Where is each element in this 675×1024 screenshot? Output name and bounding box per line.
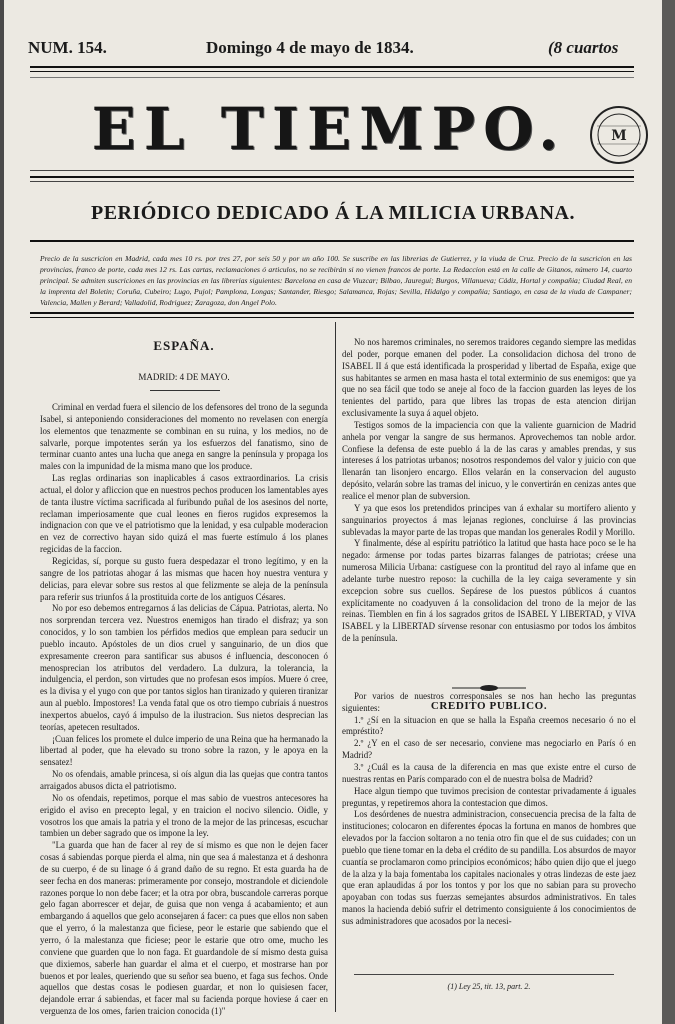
dateline-rule bbox=[150, 390, 220, 391]
masthead-rule-1 bbox=[30, 170, 634, 171]
header-rule-grey bbox=[30, 77, 634, 78]
subscription-info: Precio de la suscricion en Madrid, cada mes 10 rs. por tres 27, por seis 50 y por un año 100. Se suscribe en las librerias de Gutierrez, y la viuda de Cruz. Precio de la suscricion en las provincias, franco de porte, cada mes 12 rs. Las cartas, reclamaciones ó articulos, no se recibirán si no vienen francos de porte. La Redaccion está en la calle de Gitanos, número 14, cuarto principal. Se admiten suscriciones en las provincias en las librerias siguientes: Barcelona en casa de Viuzcar; Bilbao, Jaureguí; Burgos, Villanueva; Cádiz, Hortal y compañia; Ciudad Real, en la imprenta del Boletin; Coruña, Cubeiro; Lugo, Pujol; Pamplona, Longas; Santander, Riesgo; Salamanca, Rojas; Sevilla, Hidalgo y compañia; Santiago, en casa de la viuda de Campaner; Valencia, Mallen y Berard; Valladolid, Rodriguez; Zaragoza, don Angel Polo. bbox=[40, 254, 632, 307]
issue-date: Domingo 4 de mayo de 1834. bbox=[206, 38, 414, 57]
issue-number: NUM. 154. bbox=[28, 38, 107, 57]
masthead-title: EL TIEMPO. bbox=[91, 95, 567, 163]
library-stamp-icon bbox=[588, 104, 650, 166]
info-rule-1 bbox=[30, 312, 634, 314]
right-paragraph: Y finalmente, dése al espíritu patriótico la latitud que hasta hace poco se le ha negado: ármense por todas partes bizarras falanges de patriotas; créese una numerosa Milicia Urbana: castíguese con la prontitud del rayo al infame que en adelante turbe nuestro reposo: la cuchilla de la ley caiga severamente y sin excepcion sobre sus cuellos. Sepárese de los puestos públicos á cuantos explícitamente no coadyuven á la consolidacion del trono de la mejor de las reinas. Tiemblen en fin á los sagrados gritos de ISABEL Y LIBERTAD, y VIVA ISABEL y la LIBERTAD sírvense resonar con entusiasmo por todos los ámbitos de la península. bbox=[342, 538, 636, 644]
section-title: ESPAÑA. bbox=[153, 338, 215, 353]
credit-paragraph: 1.º ¿Sí en la situacion en que se halla la España creemos necesario ó no el empréstito? bbox=[342, 714, 636, 737]
page-edge-shadow bbox=[662, 0, 675, 1024]
credit-paragraph: 3.º ¿Cuál es la causa de la diferencia en mas que existe entre el curso de nuestras rentas en París comparado con el de nuestra bolsa de Madrid? bbox=[342, 762, 636, 784]
right-paragraph: Testigos somos de la impaciencia con que la valiente guarnicion de Madrid anhela por vengar la sangre de sus hermanos. Aprovechemos tan noble ardor. Confiese la defensa de este pueblo á la de las caras y amables prendas, y sus intereses á los patriotas urbanos; nosotros respondemos del valor y juicio con que llenarán tan lisonjero encargo. Ellos velarán en la conservacion del augusto depósito, velarán sobre las tramas del inicuo, y le convertirán en cenizas antes que realice el menor plan de subversion. bbox=[342, 419, 636, 501]
left-paragraph: "La guarda que han de facer al rey de sí mismo es que non le dejen facer cosas á sabiendas porque pierda el alma, nin que sea á malestanza et á deshonra de su cuerpo, é de su linage ó á grand daño de su regno. Et esta guarda ha de seer fecha en dos maneras: primeramente por consejo, mostrandole et diciendole razones porque lo non debe facer; et la otra por obra, buscandole carreras porque gelo fagan aborrescer et dejar, de guisa que non venga á acabamiento; et aun embargando á aquellos que gelo aconsejaren á facer: ca pues que ellos non saben que el yerro, ó la malestanza que ficiese, peor le estarie que sabiendo que el yerro, ó la malestanza que ficiese; peor le estarie que otro ome, mucho les conviene que guarden que lo non faga. Et guardandole de sí mismo desta guisa que dixiemos, saberle han guardar el alma et el cuerpo, et mostrarse han por buenos et por leales, queriendo que su señor sea bueno, et faga sus fechos. Onde aquellos que destas cosas le podiesen guardar, et non lo quisiesen facer, dejandole errar á sabiendas, et facer mal su facienda porque hoviese á caer en verguenza de los omes, farien traicion conocida (1)" bbox=[40, 840, 328, 1017]
right-paragraph: No nos haremos criminales, no seremos traidores cegando siempre las medidas del poder, porque emanen del poder. La consolidacion dichosa del trono de ISABEL II á que está identificada la prosperidad y libertad de España, exige que sus habitantes se armen en masa hasta el total exterminio de sus enemigos: que ya que no sea fácil que todo se aneje al foco de la faccion guarden las leyes de los tenientes del partido, para que libres las tropas de esta atencion dirijan exclusivamente la suya á aquel objeto. bbox=[342, 337, 636, 419]
header-rule-thin bbox=[30, 71, 634, 72]
issue-header bbox=[28, 38, 648, 62]
footnote: (1) Ley 25, tit. 13, part. 2. bbox=[447, 982, 531, 991]
left-paragraph: No os ofendais, repetimos, porque el mas sabio de vuestros antecesores ha erigido el aviso en precepto legal, y en traicion el nocivo silencio. Oidle, y vosotros los que amais la patria y el trono de la mejor de las princesas, escuchar tambien un deber sagrado que os impone la ley. bbox=[40, 792, 328, 839]
credit-paragraph: Hace algun tiempo que tuvimos precision de contestar privadamente á iguales preguntas, y repetiremos ahora la contestacion que dimos. bbox=[342, 785, 636, 808]
newspaper-page bbox=[4, 0, 662, 1024]
left-paragraph: No os ofendais, amable princesa, si oís algun dia las quejas que contra tantos arraigados abusos dicta el patriotismo. bbox=[40, 769, 328, 791]
ornament-divider-icon bbox=[452, 684, 526, 692]
credit-paragraph: Por varios de nuestros corresponsales se nos han hecho las preguntas siguientes: bbox=[342, 690, 636, 713]
left-paragraph: Criminal en verdad fuera el silencio de los defensores del trono de la segunda Isabel, si anteponiendo consideraciones del momento no revelasen con energía los elementos que tenazmente se combinan en su ruina, y los medios, no de salvarle, porque impotentes serán ya los esfuerzos del fanatismo, sino de terminar cuanto antes una lucha que anega en sangre la península y propaga los males con la impunidad de la misma mano que los produce. bbox=[40, 402, 328, 472]
issue-price: (8 cuartos bbox=[548, 38, 619, 57]
left-paragraph: Las reglas ordinarias son inaplicables á casos extraordinarios. La crisis actual, el dolor y afliccion que en nuestros pechos producen los lamentables ayes de tanta ilustre víctima sacrificada al furibundo puñal de los asesinos del norte, reclaman imperiosamente que cual leones en fieros rugidos expresemos la indignacion con que ve el patriotismo que la lenidad, y esa culpable moderacion en vez de correctivo hayan sido quizá el mas fuerte estímulo á los planes regicidas de la faccion. bbox=[40, 473, 328, 555]
left-paragraph: ¡Cuan felices los promete el dulce imperio de una Reina que ha hermanado la libertad al poder, que ha elevado su trono sobre la razon, y le apoya en la sensatez! bbox=[40, 733, 328, 768]
right-column bbox=[342, 337, 636, 947]
masthead-rule-2 bbox=[30, 176, 634, 178]
subtitle: PERIÓDICO DEDICADO Á LA MILICIA URBANA. bbox=[91, 202, 575, 224]
right-paragraph: Y ya que esos los pretendidos principes van á exhalar su mortífero aliento y sanguinarios proyectos á mas lejanas regiones, concluirse á las provincias sublevadas la mayor parte de las tropas que mandan los generales Rodil y Morillo. bbox=[342, 502, 636, 537]
subtitle-rule bbox=[30, 240, 634, 242]
masthead-rule-3 bbox=[30, 181, 634, 182]
left-paragraph: Regicidas, sí, porque su gusto fuera despedazar el trono legítimo, y en la sangre de los patriotas ahogar á las mismas que hacen hoy nuestra ventura y delicias, para elevar sobre sus restos al que felizmente se aleja de la península para referir sus triunfos á la prostituida corte de los antiguos Césares. bbox=[40, 555, 328, 602]
section-dateline: MADRID: 4 DE MAYO. bbox=[138, 372, 230, 382]
info-rule-2 bbox=[30, 317, 634, 318]
svg-text:M: M bbox=[611, 128, 627, 144]
header-rule-top bbox=[30, 66, 634, 68]
credit-paragraph: 2.º ¿Y en el caso de ser necesario, conviene mas negociarlo en París ó en Madrid? bbox=[342, 738, 636, 761]
credit-section-title: CREDITO PUBLICO. bbox=[430, 700, 548, 712]
left-paragraph: No por eso debemos entregarnos á las delicias de Cápua. Patriotas, alerta. No nos sorprendan tercera vez. Nuestros enemigos han tirado el disfraz; ya son conocidos, y lo son tambien los pérfidos medios que emplean para seducir un pueblo incauto. Apóstoles de un dios cruel y sanguinario, de un dios que expresamente creeron para santificar sus abusos é influencia, desconocen ó menosprecian los atributos del verdadero. La dulzura, la tolerancia, la indulgencia, el perdon, son virtudes que no profesan esos impíos. Muere ó cree, es la divisa y el yugo con que por tantos siglos han tiranizado y quieren tiranizar aun al pueblo. Impostores! La venda fatal que os otro tiempo cubríais á nuestros inexpertos abuelos, cayó á impulso de la ilustracion. Sus nietos desprecian las teorías, apetecen resultados. bbox=[40, 603, 328, 732]
footnote-rule bbox=[354, 974, 614, 975]
left-column bbox=[40, 402, 328, 1017]
column-divider bbox=[335, 322, 336, 1012]
credit-paragraph: Los desórdenes de nuestra administracion, consecuencia precisa de la falta de instituciones; colocaron en diferentes épocas la fortuna en manos de hombres que elevados por la faccion soltaron a no tenia otro fin que el de sus cuidades; con un pueblo que tiene tomar en la deba el crédito de su pandilla. Los absurdos de mayor cuantía se proclamaron como principios económicos; hábo quien dijo que el juego de la alza y la baja fomentaba los capitales nacionales y otras lindezas de este jaez que eran aplaudidas á por los tontos y por los que no sabian para su provecho apoyaban con todas sus fuerzas semejantes absurdos administrativos. En tales manos la hacienda debió sufrir el detrimento consiguiente á los conocimientos de sus administradores que acosados por la necesi- bbox=[342, 809, 636, 926]
